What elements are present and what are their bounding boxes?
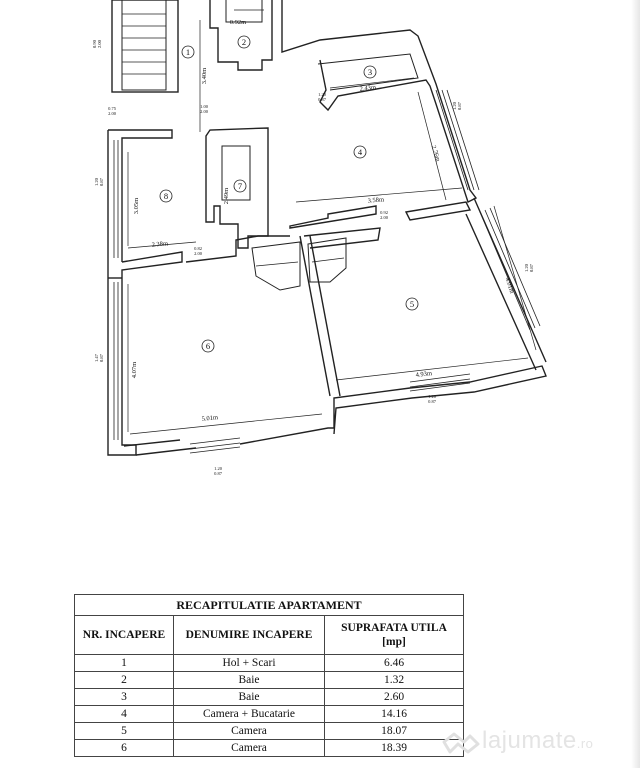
row-name: Hol + Scari	[174, 655, 325, 672]
dimension-label: 3.05m	[133, 197, 140, 215]
room-number-3: 3	[367, 67, 373, 77]
table-row	[75, 740, 464, 757]
header-area-text: SUPRAFATA UTILA [mp]	[341, 622, 447, 648]
dimension-label: 4.93m	[415, 370, 433, 379]
row-area: 1.32	[325, 672, 464, 689]
room-number-1: 1	[185, 47, 191, 57]
header-name: DENUMIRE INCAPERE	[174, 616, 325, 655]
dimension-label: 2.43m	[359, 84, 377, 93]
room-number-4: 4	[357, 147, 363, 157]
summary-table-wrap	[74, 594, 464, 757]
header-area	[325, 616, 464, 655]
table-row	[75, 672, 464, 689]
room-number-5: 5	[409, 299, 415, 309]
row-area: 18.07	[325, 723, 464, 740]
row-nr: 5	[75, 723, 174, 740]
opening-label: 0.902.00	[92, 40, 102, 48]
dimension-label: 2.76m	[429, 144, 442, 163]
dimension-label: 2.49m	[223, 187, 230, 205]
table-title: RECAPITULATIE APARTAMENT	[75, 595, 464, 616]
row-area: 6.46	[325, 655, 464, 672]
row-name: Baie	[174, 689, 325, 706]
opening-label: 1.200.87	[524, 264, 534, 272]
row-nr: 1	[75, 655, 174, 672]
opening-label: 1.00 2.00	[200, 104, 208, 114]
room-number-8: 8	[163, 191, 169, 201]
dimension-label: 3.40m	[201, 67, 208, 85]
room-number-6: 6	[205, 341, 211, 351]
opening-label: 1.470.87	[94, 354, 104, 362]
table-row	[75, 706, 464, 723]
dimension-label: 3.58m	[367, 196, 385, 205]
row-area: 2.60	[325, 689, 464, 706]
row-nr: 3	[75, 689, 174, 706]
row-name: Camera + Bucatarie	[174, 706, 325, 723]
watermark	[482, 727, 593, 755]
row-name: Camera	[174, 740, 325, 757]
row-nr: 4	[75, 706, 174, 723]
row-name: Camera	[174, 723, 325, 740]
table-row	[75, 723, 464, 740]
dimension-label: 5.01m	[201, 414, 219, 423]
dimension-label: 2.38m	[151, 240, 169, 249]
summary-table	[74, 594, 464, 757]
row-area: 14.16	[325, 706, 464, 723]
opening-label: 1.200.87	[452, 102, 462, 110]
table-row	[75, 689, 464, 706]
page-edge-shadow	[631, 0, 640, 768]
dimension-label: 0.92m	[229, 19, 247, 26]
opening-label: 1.200.87	[94, 178, 104, 186]
dimension-label: 4.07m	[131, 361, 138, 379]
opening-label: 0.75 2.00	[108, 106, 116, 116]
dimension-label: 4.01m	[503, 276, 516, 295]
row-nr: 6	[75, 740, 174, 757]
opening-label: 1.20 0.87	[318, 92, 326, 102]
room-number-7: 7	[237, 181, 243, 191]
opening-label: 1.20 0.87	[214, 466, 222, 476]
room-number-2: 2	[241, 37, 247, 47]
header-nr: NR. INCAPERE	[75, 616, 174, 655]
table-row	[75, 655, 464, 672]
watermark-suffix: .ro	[576, 736, 594, 751]
watermark-brand: lajumate	[482, 727, 577, 754]
row-nr: 2	[75, 672, 174, 689]
row-name: Baie	[174, 672, 325, 689]
opening-label: 0.82 2.00	[194, 246, 202, 256]
opening-label: 1.20 0.87	[428, 394, 436, 404]
row-area: 18.39	[325, 740, 464, 757]
opening-label: 0.92 2.00	[380, 210, 388, 220]
